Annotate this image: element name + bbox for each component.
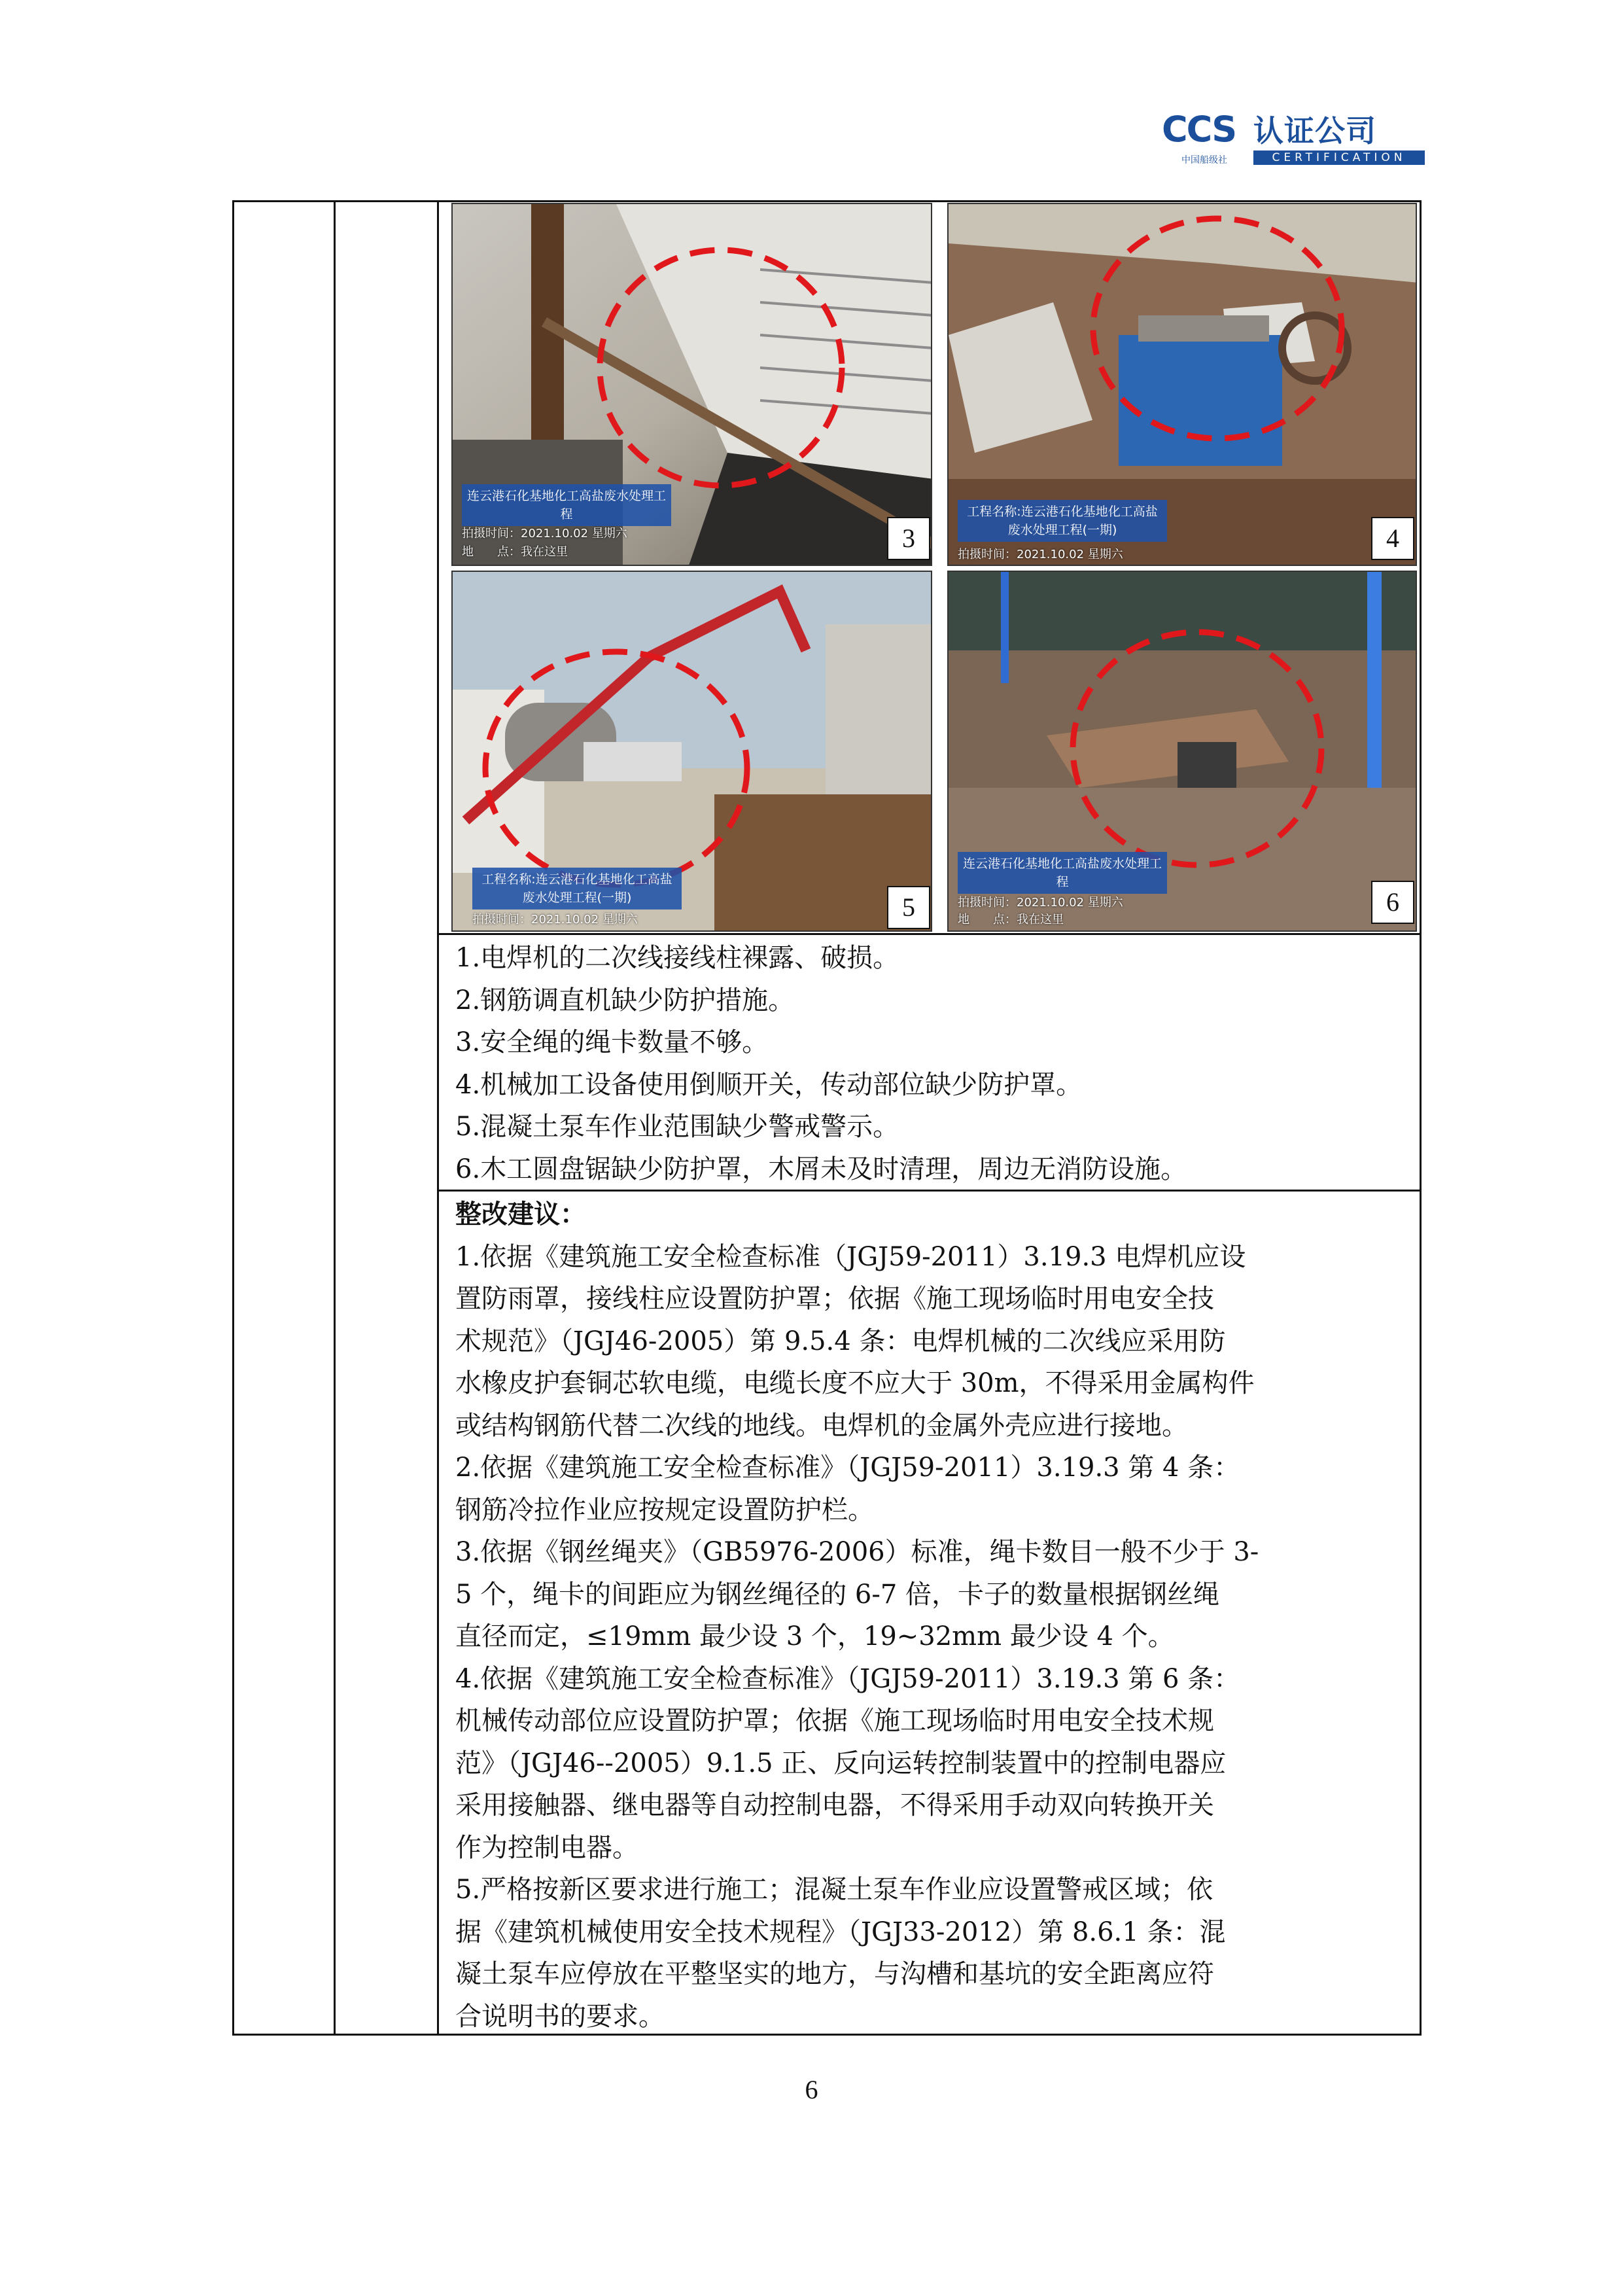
suggestions-block <box>455 1193 1412 2038</box>
suggestion-line: 作为控制电器。 <box>455 1832 638 1863</box>
ccs-logo <box>1162 111 1437 170</box>
suggestion-line: 钢筋冷拉作业应按规定设置防护栏。 <box>455 1494 874 1525</box>
column-divider-1 <box>334 200 336 2036</box>
photo-6-time: 拍摄时间：2021.10.02 星期六 <box>958 896 1123 910</box>
photo-6-place: 地 点：我在这里 <box>958 913 1064 927</box>
photo-6-number: 6 <box>1371 881 1414 924</box>
suggestion-line: 机械传动部位应设置防护罩；依据《施工现场临时用电安全技术规 <box>455 1706 1214 1736</box>
issues-list <box>455 937 1412 1190</box>
site-photo-4 <box>947 203 1417 566</box>
suggestion-line: 4.依据《建筑施工安全检查标准》（JGJ59-2011）3.19.3 第 6 条： <box>455 1663 1240 1694</box>
suggestion-line: 术规范》（JGJ46-2005）第 9.5.4 条：电焊机械的二次线应采用防 <box>455 1326 1226 1356</box>
suggestion-line: 据《建筑机械使用安全技术规程》（JGJ33-2012）第 8.6.1 条：混 <box>455 1916 1226 1947</box>
column-divider-2 <box>437 200 439 2036</box>
photo-5-caption: 工程名称:连云港石化基地化工高盐废水处理工程(一期) <box>472 868 682 910</box>
suggestion-line: 3.依据《钢丝绳夹》（GB5976-2006）标准，绳卡数目一般不少于 3- <box>455 1537 1259 1567</box>
suggestion-line: 2.依据《建筑施工安全检查标准》（JGJ59-2011）3.19.3 第 4 条： <box>455 1453 1240 1483</box>
issue-item: 4.机械加工设备使用倒顺开关，传动部位缺少防护罩。 <box>455 1069 1083 1100</box>
photo-3-caption: 连云港石化基地化工高盐废水处理工程 <box>462 484 671 526</box>
suggestion-line: 直径而定，≤19mm 最少设 3 个，19~32mm 最少设 4 个。 <box>455 1621 1174 1651</box>
suggestion-line: 采用接触器、继电器等自动控制电器，不得采用手动双向转换开关 <box>455 1790 1214 1820</box>
suggestion-line: 5.严格按新区要求进行施工；混凝土泵车作业应设置警戒区域；依 <box>455 1875 1213 1905</box>
photo-4-caption: 工程名称:连云港石化基地化工高盐废水处理工程(一期) <box>958 500 1167 542</box>
logo-cn-name: 认证公司 <box>1253 113 1376 149</box>
issue-item: 2.钢筋调直机缺少防护措施。 <box>455 985 795 1016</box>
suggestion-line: 或结构钢筋代替二次线的地线。电焊机的金属外壳应进行接地。 <box>455 1410 1188 1441</box>
photo-4-number: 4 <box>1371 517 1414 560</box>
suggestion-line: 范》（JGJ46--2005）9.1.5 正、反向运转控制装置中的控制电器应 <box>455 1748 1227 1778</box>
site-photo-6 <box>947 571 1417 932</box>
issue-item: 1.电焊机的二次线接线柱裸露、破损。 <box>455 943 899 973</box>
photo-3-number: 3 <box>887 517 930 560</box>
site-photo-5 <box>451 571 932 932</box>
photo-5-number: 5 <box>887 886 930 929</box>
suggestion-line: 1.依据《建筑施工安全检查标准（JGJ59-2011）3.19.3 电焊机应设 <box>455 1241 1246 1272</box>
photo-3-time: 拍摄时间：2021.10.02 星期六 <box>462 527 627 540</box>
issue-item: 5.混凝土泵车作业范围缺少警戒警示。 <box>455 1112 899 1142</box>
site-photo-3 <box>451 203 932 566</box>
suggestion-line: 置防雨罩，接线柱应设置防护罩；依据《施工现场临时用电安全技 <box>455 1284 1214 1314</box>
row-divider-issues <box>437 933 1422 935</box>
issue-item: 6.木工圆盘锯缺少防护罩，木屑未及时清理，周边无消防设施。 <box>455 1154 1187 1184</box>
suggestion-line: 水橡皮护套铜芯软电缆，电缆长度不应大于 30m，不得采用金属构件 <box>455 1368 1255 1398</box>
logo-brand: CCS <box>1162 109 1236 150</box>
photo-5-time: 拍摄时间：2021.10.02 星期六 <box>472 913 638 927</box>
logo-sub: 中国船级社 <box>1181 155 1227 166</box>
page-number: 6 <box>805 2075 818 2104</box>
suggestion-line: 凝土泵车应停放在平整坚实的地方，与沟槽和基坑的安全距离应符 <box>455 1959 1214 1989</box>
issue-item: 3.安全绳的绳卡数量不够。 <box>455 1027 769 1057</box>
suggestions-title: 整改建议： <box>455 1199 586 1229</box>
photo-6-caption: 连云港石化基地化工高盐废水处理工程 <box>958 852 1167 894</box>
suggestion-line: 5 个，绳卡的间距应为钢丝绳径的 6-7 倍，卡子的数量根据钢丝绳 <box>455 1579 1220 1610</box>
logo-en-name: CERTIFICATION <box>1253 150 1425 165</box>
photo-3-place: 地 点：我在这里 <box>462 545 568 559</box>
photo-4-time: 拍摄时间：2021.10.02 星期六 <box>958 548 1123 561</box>
suggestion-line: 合说明书的要求。 <box>455 2001 665 2032</box>
